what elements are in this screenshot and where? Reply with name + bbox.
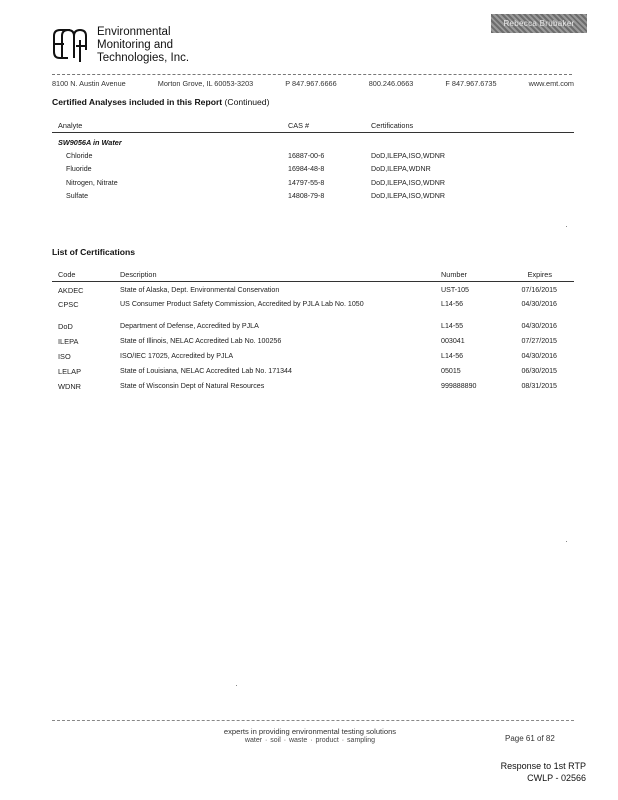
- cert-expires: 04/30/2016: [521, 322, 557, 330]
- cert-number: 05015: [441, 367, 461, 375]
- response-label: Response to 1st RTP: [500, 761, 586, 771]
- footer-services: water · soil · waste · product · sampling: [244, 737, 376, 744]
- address-line: [52, 79, 574, 88]
- analyte-cas: 16984-48-8: [288, 165, 325, 173]
- col-header-expires: Expires: [527, 270, 552, 279]
- cert-number: L14-56: [441, 300, 464, 308]
- cert-expires: 04/30/2016: [521, 300, 557, 308]
- emt-logo: [50, 26, 94, 62]
- cert-code: LELAP: [58, 367, 82, 376]
- city-address: Morton Grove, IL 60053-3203: [157, 79, 254, 88]
- analyses-title: [52, 97, 269, 107]
- cert-description: US Consumer Product Safety Commission, Accredited by PJLA Lab No. 1050: [120, 300, 364, 308]
- cert-number: L14-55: [441, 322, 464, 330]
- analyses-title-suffix: (Continued): [224, 97, 270, 107]
- cert-code: ISO: [58, 352, 71, 361]
- method-group-label: SW9056A in Water: [58, 138, 122, 147]
- analyses-header-rule: [52, 132, 574, 133]
- scan-speck: [566, 226, 567, 227]
- analyses-title-text: Certified Analyses included in this Report: [52, 97, 223, 107]
- col-header-cas: CAS #: [288, 121, 310, 130]
- company-line-3: Technologies, Inc.: [97, 52, 190, 64]
- cert-expires: 06/30/2015: [521, 367, 557, 375]
- cert-description: ISO/IEC 17025, Accredited by PJLA: [120, 352, 234, 360]
- company-name: [97, 26, 189, 65]
- analyte-certs: DoD,ILEPA,ISO,WDNR: [371, 152, 445, 160]
- cert-description: State of Illinois, NELAC Accredited Lab No. 100256: [120, 337, 282, 345]
- cert-expires: 07/27/2015: [521, 337, 557, 345]
- col-header-code: Code: [58, 270, 76, 279]
- cert-code: WDNR: [58, 382, 81, 391]
- street-address: 8100 N. Austin Avenue: [52, 79, 126, 88]
- cert-expires: 07/16/2015: [521, 286, 557, 294]
- response-reference: [470, 760, 586, 784]
- footer-divider: [52, 720, 574, 721]
- header-divider: [52, 74, 572, 75]
- tollfree-number: 800.246.0663: [368, 79, 414, 88]
- cert-expires: 08/31/2015: [521, 382, 557, 390]
- analyte-certs: DoD,ILEPA,ISO,WDNR: [371, 192, 445, 200]
- company-line-2: Monitoring and: [97, 39, 174, 51]
- cert-description: State of Alaska, Dept. Environmental Conservation: [120, 286, 280, 294]
- cert-code: ILEPA: [58, 337, 79, 346]
- analyte-name: Nitrogen, Nitrate: [66, 179, 118, 187]
- certifications-title: List of Certifications: [52, 247, 136, 257]
- analyte-certs: DoD,ILEPA,ISO,WDNR: [371, 179, 445, 187]
- col-header-analyte: Analyte: [58, 121, 83, 130]
- analyte-cas: 14808-79-8: [288, 192, 325, 200]
- phone-number: P 847.967.6666: [285, 79, 337, 88]
- signature-stamp: Rebecca Brubaker: [491, 14, 587, 33]
- cert-description: Department of Defense, Accredited by PJLA: [120, 322, 259, 330]
- cert-code: AKDEC: [58, 286, 84, 295]
- cert-number: UST-105: [441, 286, 469, 294]
- cert-number: L14-56: [441, 352, 464, 360]
- page-number: Page 61 of 82: [505, 734, 555, 743]
- analyte-name: Fluoride: [66, 165, 92, 173]
- website-link[interactable]: www.emt.com: [528, 79, 574, 88]
- cert-expires: 04/30/2016: [521, 352, 557, 360]
- analyte-name: Chloride: [66, 152, 93, 160]
- cert-number: 003041: [441, 337, 465, 345]
- footer-tagline: experts in providing environmental testing solutions: [223, 727, 397, 736]
- document-id: CWLP - 02566: [527, 773, 586, 783]
- company-line-1: Environmental: [97, 26, 171, 38]
- analyte-cas: 14797-55-8: [288, 179, 325, 187]
- scan-speck: [566, 541, 567, 542]
- cert-code: DoD: [58, 322, 73, 331]
- analyte-certs: DoD,ILEPA,WDNR: [371, 165, 431, 173]
- cert-code: CPSC: [58, 300, 79, 309]
- cert-description: State of Wisconsin Dept of Natural Resources: [120, 382, 265, 390]
- col-header-number: Number: [441, 270, 467, 279]
- col-header-certifications: Certifications: [371, 121, 414, 130]
- analyte-cas: 16887-00-6: [288, 152, 325, 160]
- cert-description: State of Louisiana, NELAC Accredited Lab No. 171344: [120, 367, 292, 375]
- col-header-description: Description: [120, 270, 157, 279]
- cert-number: 999888890: [441, 382, 477, 390]
- certifications-header-rule: [52, 281, 574, 282]
- analyte-name: Sulfate: [66, 192, 89, 200]
- fax-number: F 847.967.6735: [445, 79, 497, 88]
- scan-speck: [236, 685, 237, 686]
